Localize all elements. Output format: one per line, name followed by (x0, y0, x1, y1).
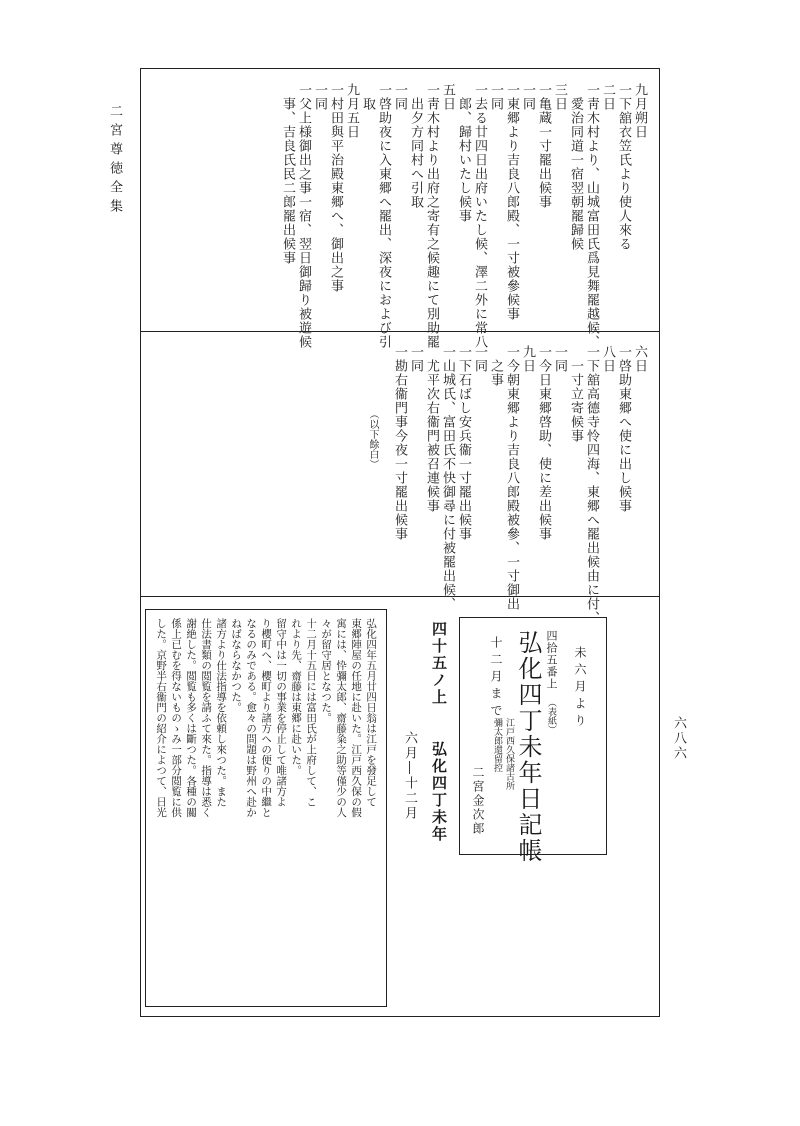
period-to: 十二月まで (489, 636, 503, 721)
diary-line: 一同 (488, 83, 503, 111)
diary-line: 一啓助東郷へ使に出し候事 (616, 345, 631, 513)
note-line: 々が留守居となつた。 (320, 618, 333, 723)
volume-label: 四拾五番上 (545, 630, 558, 690)
note-line: れより先、齋藤は東郷に赴いた。 (290, 618, 303, 776)
diary-line: 郎、歸村いたし候事 (456, 83, 471, 223)
diary-line: 一啓助夜に入東郷へ罷出、深夜におよび引 (376, 83, 391, 349)
diary-line: 一同 (392, 83, 407, 111)
note-line: なるのみである。愈々の問題は野州へ赴か (245, 618, 258, 818)
diary-line: 一今朝東郷より吉良八郎殿被參、一寸御出 (504, 345, 519, 611)
cover-note: （表紙） (546, 698, 556, 734)
note-line: 謝絶した。閲覧も多くは斷つた。各種の關 (185, 618, 198, 818)
note-line: 係上已むを得ないものゝみ一部分閲覧に供 (170, 618, 183, 818)
band-divider-lower (141, 596, 659, 597)
diary-line: 六日 (632, 345, 647, 373)
diary-line: 九日 (520, 345, 535, 373)
diary-line: 一下舘衣笠氏より使人來る (616, 83, 631, 251)
diary-line: 五日 (440, 83, 455, 111)
diary-line: 一寸立寄候事 (568, 345, 583, 443)
band-divider-upper (141, 331, 659, 332)
note-line: 十二月十五日には富田氏が上府して、こ (305, 618, 318, 807)
note-line: 仕法書類の閲覧を請ふて來た。指導は悉く (200, 618, 213, 818)
diary-line: 八日 (600, 345, 615, 373)
diary-line: 尤平次右衞門被召連候事 (424, 345, 439, 513)
note-line: ねばならなかつた。 (230, 618, 243, 713)
end-note: （以下餘白） (367, 409, 378, 469)
page-number: 六八六 (671, 716, 686, 761)
diary-line: 一同 (472, 345, 487, 373)
diary-line: 一村田與平治殿東郷へ、御出之事 (328, 83, 343, 293)
section-number: 四十五ノ上 (430, 621, 448, 706)
editor-note-box (145, 609, 387, 1007)
diary-line: 一父上様御出之事一宿、翌日御歸り被遊候 (296, 83, 311, 349)
page-frame (140, 68, 660, 1017)
diary-line: 愛治同道一宿翌朝罷歸候 (568, 83, 583, 251)
diary-line: 一同 (552, 345, 567, 373)
author-name: 二宮金次郎 (471, 766, 485, 836)
office-line-2: 彌太郎還留控 (492, 718, 502, 772)
diary-line: 一勘右衞門事今夜一寸罷出候事 (392, 345, 407, 541)
main-title: 弘化四丁未年日記帳 (514, 630, 542, 864)
note-line: 東郷陣屋の任地に赴いた。江戸西久保の假 (350, 618, 363, 818)
note-line: り櫻町へ、櫻町より諸方への便りの中繼と (260, 618, 273, 818)
diary-line: 一靑木村より、山城富田氏爲見舞罷越候、 (584, 83, 599, 349)
diary-line: 事、吉良氏民二郎罷出候事 (280, 83, 295, 265)
diary-line: 一今日東郷啓助、使に差出候事 (536, 345, 551, 541)
running-head: 二宮尊徳全集 (107, 104, 122, 218)
section-era: 弘化四丁未年 (430, 741, 448, 843)
period-from: 未六月より (573, 646, 587, 731)
diary-line: 一去る廿四日出府いたし候、澤二外に常八 (472, 83, 487, 349)
diary-line: 之事 (488, 345, 503, 387)
diary-line: 一山城氏、富田氏不快御尋に付被罷出候、 (440, 345, 455, 611)
diary-line: 一同 (408, 345, 423, 373)
diary-line: 一同 (520, 83, 535, 111)
diary-line: 一下石ばし安兵衞一寸罷出候事 (456, 345, 471, 541)
diary-line: 一靑木村より出府之寄有之候趣にて別助罷 (424, 83, 439, 349)
diary-line: 九月五日 (344, 83, 359, 139)
diary-line: 一同 (312, 83, 327, 111)
diary-line: 一下舘高德寺怜四海、東郷へ罷出候由に付、 (584, 345, 599, 625)
title-box (459, 617, 607, 864)
note-line: した。京野半右衞門の紹介によつて、日光 (155, 618, 168, 818)
diary-line: 三日 (552, 83, 567, 111)
note-line: 諸方より仕法指導を依頼し來つた。また (215, 618, 228, 807)
office-line-1: 江戸西久保諸古所 (504, 718, 514, 790)
note-line: 弘化四年五月廿四日翁は江戸を發足して (365, 618, 378, 807)
note-line: 留守中は一切の事業を停止して唯諸方よ (275, 618, 288, 807)
diary-line: 一東郷より吉良八郎殿、一寸被參候事 (504, 83, 519, 321)
diary-line: 取 (360, 83, 375, 111)
section-months: 六月―十二月 (402, 731, 417, 821)
diary-line: 一亀蔵一寸罷出候事 (536, 83, 551, 209)
diary-line: 出夕方同村へ引取 (408, 83, 423, 209)
note-line: 寓には、忰彌太郎、齋藤粂之助等僅少の人 (335, 618, 348, 818)
diary-line: 九月朔日 (632, 83, 647, 139)
diary-line: 二日 (600, 83, 615, 111)
